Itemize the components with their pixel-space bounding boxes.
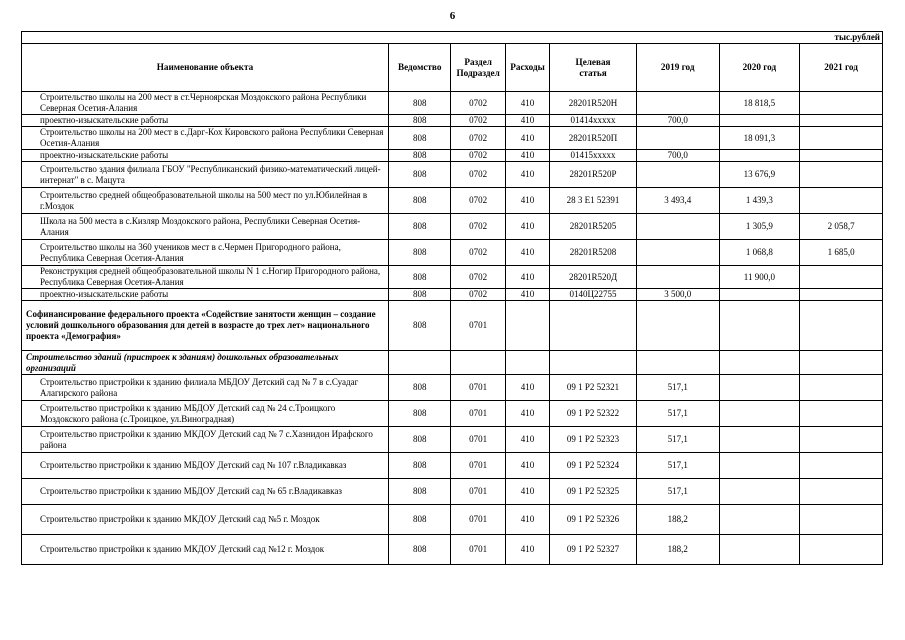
cell-2021: 1 685,0 [800, 240, 883, 266]
cell-target: 28201R520Д [550, 266, 637, 289]
table-row [22, 214, 883, 240]
page-number: 6 [449, 10, 456, 22]
table-row [22, 92, 883, 115]
cell-2019: 517,1 [636, 401, 719, 427]
objects-table [21, 31, 883, 565]
cell-expenses: 410 [505, 453, 549, 479]
cell-target: 28201R5205 [550, 214, 637, 240]
header-row [22, 44, 883, 92]
cell-department: 808 [388, 127, 451, 150]
cell-section: 0701 [451, 401, 505, 427]
header-2019: 2019 год [636, 44, 719, 92]
cell-2020 [719, 150, 800, 162]
cell-2021 [800, 401, 883, 427]
cell-expenses [505, 301, 549, 351]
cell-2021 [800, 188, 883, 214]
cell-2019: 517,1 [636, 427, 719, 453]
table-row [22, 427, 883, 453]
cell-name: проектно-изыскательские работы [22, 150, 389, 162]
cell-department: 808 [388, 453, 451, 479]
cell-section: 0702 [451, 162, 505, 188]
table-row [22, 453, 883, 479]
cell-2021 [800, 505, 883, 535]
cell-expenses: 410 [505, 240, 549, 266]
cell-name: Реконструкция средней общеобразовательной школы N 1 с.Ногир Пригородного района, Республика Северная Осетия-Алания [22, 266, 389, 289]
cell-section: 0701 [451, 375, 505, 401]
header-target-line1: Целевая [575, 56, 611, 67]
cell-2020: 13 676,9 [719, 162, 800, 188]
cell-name: Строительство пристройки к зданию МБДОУ Детский сад № 24 с.Троицкого Моздокского района (с.Троицкое, ул.Виноградная) [22, 401, 389, 427]
table-row [22, 301, 883, 351]
cell-expenses: 410 [505, 427, 549, 453]
cell-department: 808 [388, 401, 451, 427]
cell-expenses: 410 [505, 535, 549, 565]
cell-2020: 1 068,8 [719, 240, 800, 266]
cell-name: Софинансирование федерального проекта «Содействие занятости женщин – создание условий дошкольного образования для детей в возрасте до трех лет» национального проекта «Демография» [22, 301, 389, 351]
cell-2019: 700,0 [636, 115, 719, 127]
cell-section: 0702 [451, 188, 505, 214]
cell-2019: 517,1 [636, 375, 719, 401]
cell-name: Строительство пристройки к зданию МКДОУ Детский сад № 7 с.Хазнидон Ирафского района [22, 427, 389, 453]
cell-2020 [719, 479, 800, 505]
cell-target: 09 1 Р2 52321 [550, 375, 637, 401]
table-row [22, 535, 883, 565]
header-department: Ведомство [388, 44, 451, 92]
cell-2019 [636, 92, 719, 115]
cell-target [550, 301, 637, 351]
cell-section: 0702 [451, 127, 505, 150]
cell-2020 [719, 375, 800, 401]
cell-2020 [719, 535, 800, 565]
header-section [451, 44, 505, 92]
unit-row [22, 32, 883, 44]
table-row [22, 351, 883, 375]
cell-target: 09 1 Р2 52327 [550, 535, 637, 565]
cell-section: 0701 [451, 301, 505, 351]
cell-name: Строительство средней общеобразовательной школы на 500 мест по ул.Юбилейная в г.Моздок [22, 188, 389, 214]
cell-section: 0701 [451, 427, 505, 453]
cell-expenses: 410 [505, 188, 549, 214]
cell-target: 28201R520Р [550, 162, 637, 188]
table-row [22, 150, 883, 162]
cell-name: Строительство школы на 360 учеников мест в с.Чермен Пригородного района, Республика Северная Осетия-Алания [22, 240, 389, 266]
cell-2020 [719, 301, 800, 351]
cell-2019: 517,1 [636, 453, 719, 479]
table-row [22, 479, 883, 505]
cell-section: 0702 [451, 289, 505, 301]
cell-2021 [800, 479, 883, 505]
cell-2020: 18 091,3 [719, 127, 800, 150]
table-row [22, 375, 883, 401]
cell-section: 0702 [451, 92, 505, 115]
cell-expenses: 410 [505, 115, 549, 127]
cell-2019: 517,1 [636, 479, 719, 505]
cell-department: 808 [388, 479, 451, 505]
cell-2020 [719, 289, 800, 301]
cell-2019: 188,2 [636, 535, 719, 565]
cell-department: 808 [388, 162, 451, 188]
cell-2020: 11 900,0 [719, 266, 800, 289]
cell-target: 0140Ц22755 [550, 289, 637, 301]
cell-expenses: 410 [505, 92, 549, 115]
cell-name: Строительство школы на 200 мест в с.Дарг-Кох Кировского района Республики Северная Осетия-Алания [22, 127, 389, 150]
cell-department: 808 [388, 289, 451, 301]
cell-target: 09 1 Р2 52324 [550, 453, 637, 479]
table-row [22, 115, 883, 127]
header-2020: 2020 год [719, 44, 800, 92]
cell-section [451, 351, 505, 375]
cell-section: 0702 [451, 150, 505, 162]
cell-2020 [719, 115, 800, 127]
cell-section: 0701 [451, 453, 505, 479]
table-row [22, 289, 883, 301]
cell-target: 09 1 Р2 52323 [550, 427, 637, 453]
cell-section: 0702 [451, 214, 505, 240]
cell-section: 0702 [451, 115, 505, 127]
cell-2021 [800, 301, 883, 351]
table-row [22, 240, 883, 266]
cell-target: 09 1 Р2 52326 [550, 505, 637, 535]
cell-name: Строительство пристройки к зданию МКДОУ Детский сад №12 г. Моздок [22, 535, 389, 565]
cell-expenses: 410 [505, 214, 549, 240]
table-row [22, 505, 883, 535]
cell-2021: 2 058,7 [800, 214, 883, 240]
cell-expenses: 410 [505, 150, 549, 162]
cell-department: 808 [388, 240, 451, 266]
cell-name: Строительство пристройки к зданию МБДОУ Детский сад № 65 г.Владикавказ [22, 479, 389, 505]
cell-expenses: 410 [505, 127, 549, 150]
cell-2021 [800, 266, 883, 289]
cell-department: 808 [388, 427, 451, 453]
cell-2020 [719, 401, 800, 427]
table-row [22, 266, 883, 289]
cell-department: 808 [388, 535, 451, 565]
cell-section: 0702 [451, 240, 505, 266]
cell-name: проектно-изыскательские работы [22, 289, 389, 301]
table-row [22, 401, 883, 427]
cell-2021 [800, 375, 883, 401]
cell-department: 808 [388, 301, 451, 351]
cell-2019 [636, 266, 719, 289]
cell-2019: 700,0 [636, 150, 719, 162]
cell-expenses: 410 [505, 266, 549, 289]
cell-name: Строительство здания филиала ГБОУ "Республиканский физико-математический лицей-интернат" в с. Мацута [22, 162, 389, 188]
cell-name: Строительство зданий (пристроек к зданиям) дошкольных образовательных организаций [22, 351, 389, 375]
cell-name: Строительство школы на 200 мест в ст.Черноярская Моздокского района Республики Северная Осетия-Алания [22, 92, 389, 115]
cell-2019: 3 500,0 [636, 289, 719, 301]
cell-2020: 1 305,9 [719, 214, 800, 240]
cell-2021 [800, 127, 883, 150]
cell-2020 [719, 453, 800, 479]
cell-2019 [636, 240, 719, 266]
header-section-line2: Подраздел [456, 67, 500, 78]
cell-name: Школа на 500 места в с.Кизляр Моздокского района, Республики Северная Осетия-Алания [22, 214, 389, 240]
cell-target: 28 3 Е1 52391 [550, 188, 637, 214]
cell-2021 [800, 289, 883, 301]
cell-target: 01415ххххх [550, 150, 637, 162]
cell-section: 0701 [451, 535, 505, 565]
table-row [22, 162, 883, 188]
cell-department: 808 [388, 375, 451, 401]
cell-section: 0701 [451, 479, 505, 505]
cell-target [550, 351, 637, 375]
cell-2019 [636, 162, 719, 188]
cell-department: 808 [388, 214, 451, 240]
cell-name: Строительство пристройки к зданию МБДОУ Детский сад № 107 г.Владикавказ [22, 453, 389, 479]
cell-department: 808 [388, 188, 451, 214]
header-name: Наименование объекта [22, 44, 389, 92]
cell-expenses: 410 [505, 401, 549, 427]
cell-name: проектно-изыскательские работы [22, 115, 389, 127]
cell-2021 [800, 115, 883, 127]
header-target [550, 44, 637, 92]
cell-2020 [719, 505, 800, 535]
cell-target: 28201R520Н [550, 92, 637, 115]
cell-section: 0701 [451, 505, 505, 535]
header-expenses: Расходы [505, 44, 549, 92]
cell-department: 808 [388, 92, 451, 115]
table-body [22, 92, 883, 565]
cell-target: 28201R520П [550, 127, 637, 150]
cell-2021 [800, 92, 883, 115]
cell-2021 [800, 427, 883, 453]
cell-expenses: 410 [505, 375, 549, 401]
cell-department [388, 351, 451, 375]
table-row [22, 188, 883, 214]
cell-2019 [636, 214, 719, 240]
cell-2019 [636, 301, 719, 351]
table-row [22, 127, 883, 150]
cell-2019 [636, 351, 719, 375]
cell-target: 01414ххххх [550, 115, 637, 127]
cell-expenses [505, 351, 549, 375]
cell-2020 [719, 427, 800, 453]
cell-department: 808 [388, 505, 451, 535]
cell-2021 [800, 535, 883, 565]
cell-name: Строительство пристройки к зданию филиала МБДОУ Детский сад № 7 в с.Суадаг Алагирского района [22, 375, 389, 401]
cell-department: 808 [388, 150, 451, 162]
header-target-line2: статья [579, 67, 607, 78]
cell-department: 808 [388, 266, 451, 289]
header-section-line1: Раздел [464, 56, 492, 67]
cell-2020 [719, 351, 800, 375]
cell-2021 [800, 351, 883, 375]
cell-2021 [800, 150, 883, 162]
header-2021: 2021 год [800, 44, 883, 92]
cell-expenses: 410 [505, 505, 549, 535]
cell-department: 808 [388, 115, 451, 127]
cell-target: 09 1 Р2 52325 [550, 479, 637, 505]
cell-2019: 188,2 [636, 505, 719, 535]
cell-2020: 18 818,5 [719, 92, 800, 115]
cell-target: 28201R5208 [550, 240, 637, 266]
cell-expenses: 410 [505, 479, 549, 505]
cell-expenses: 410 [505, 162, 549, 188]
cell-expenses: 410 [505, 289, 549, 301]
cell-section: 0702 [451, 266, 505, 289]
cell-target: 09 1 Р2 52322 [550, 401, 637, 427]
cell-2019: 3 493,4 [636, 188, 719, 214]
unit-label: тыс.рублей [22, 32, 883, 44]
cell-2021 [800, 453, 883, 479]
cell-2020: 1 439,3 [719, 188, 800, 214]
cell-2019 [636, 127, 719, 150]
cell-name: Строительство пристройки к зданию МКДОУ Детский сад №5 г. Моздок [22, 505, 389, 535]
cell-2021 [800, 162, 883, 188]
